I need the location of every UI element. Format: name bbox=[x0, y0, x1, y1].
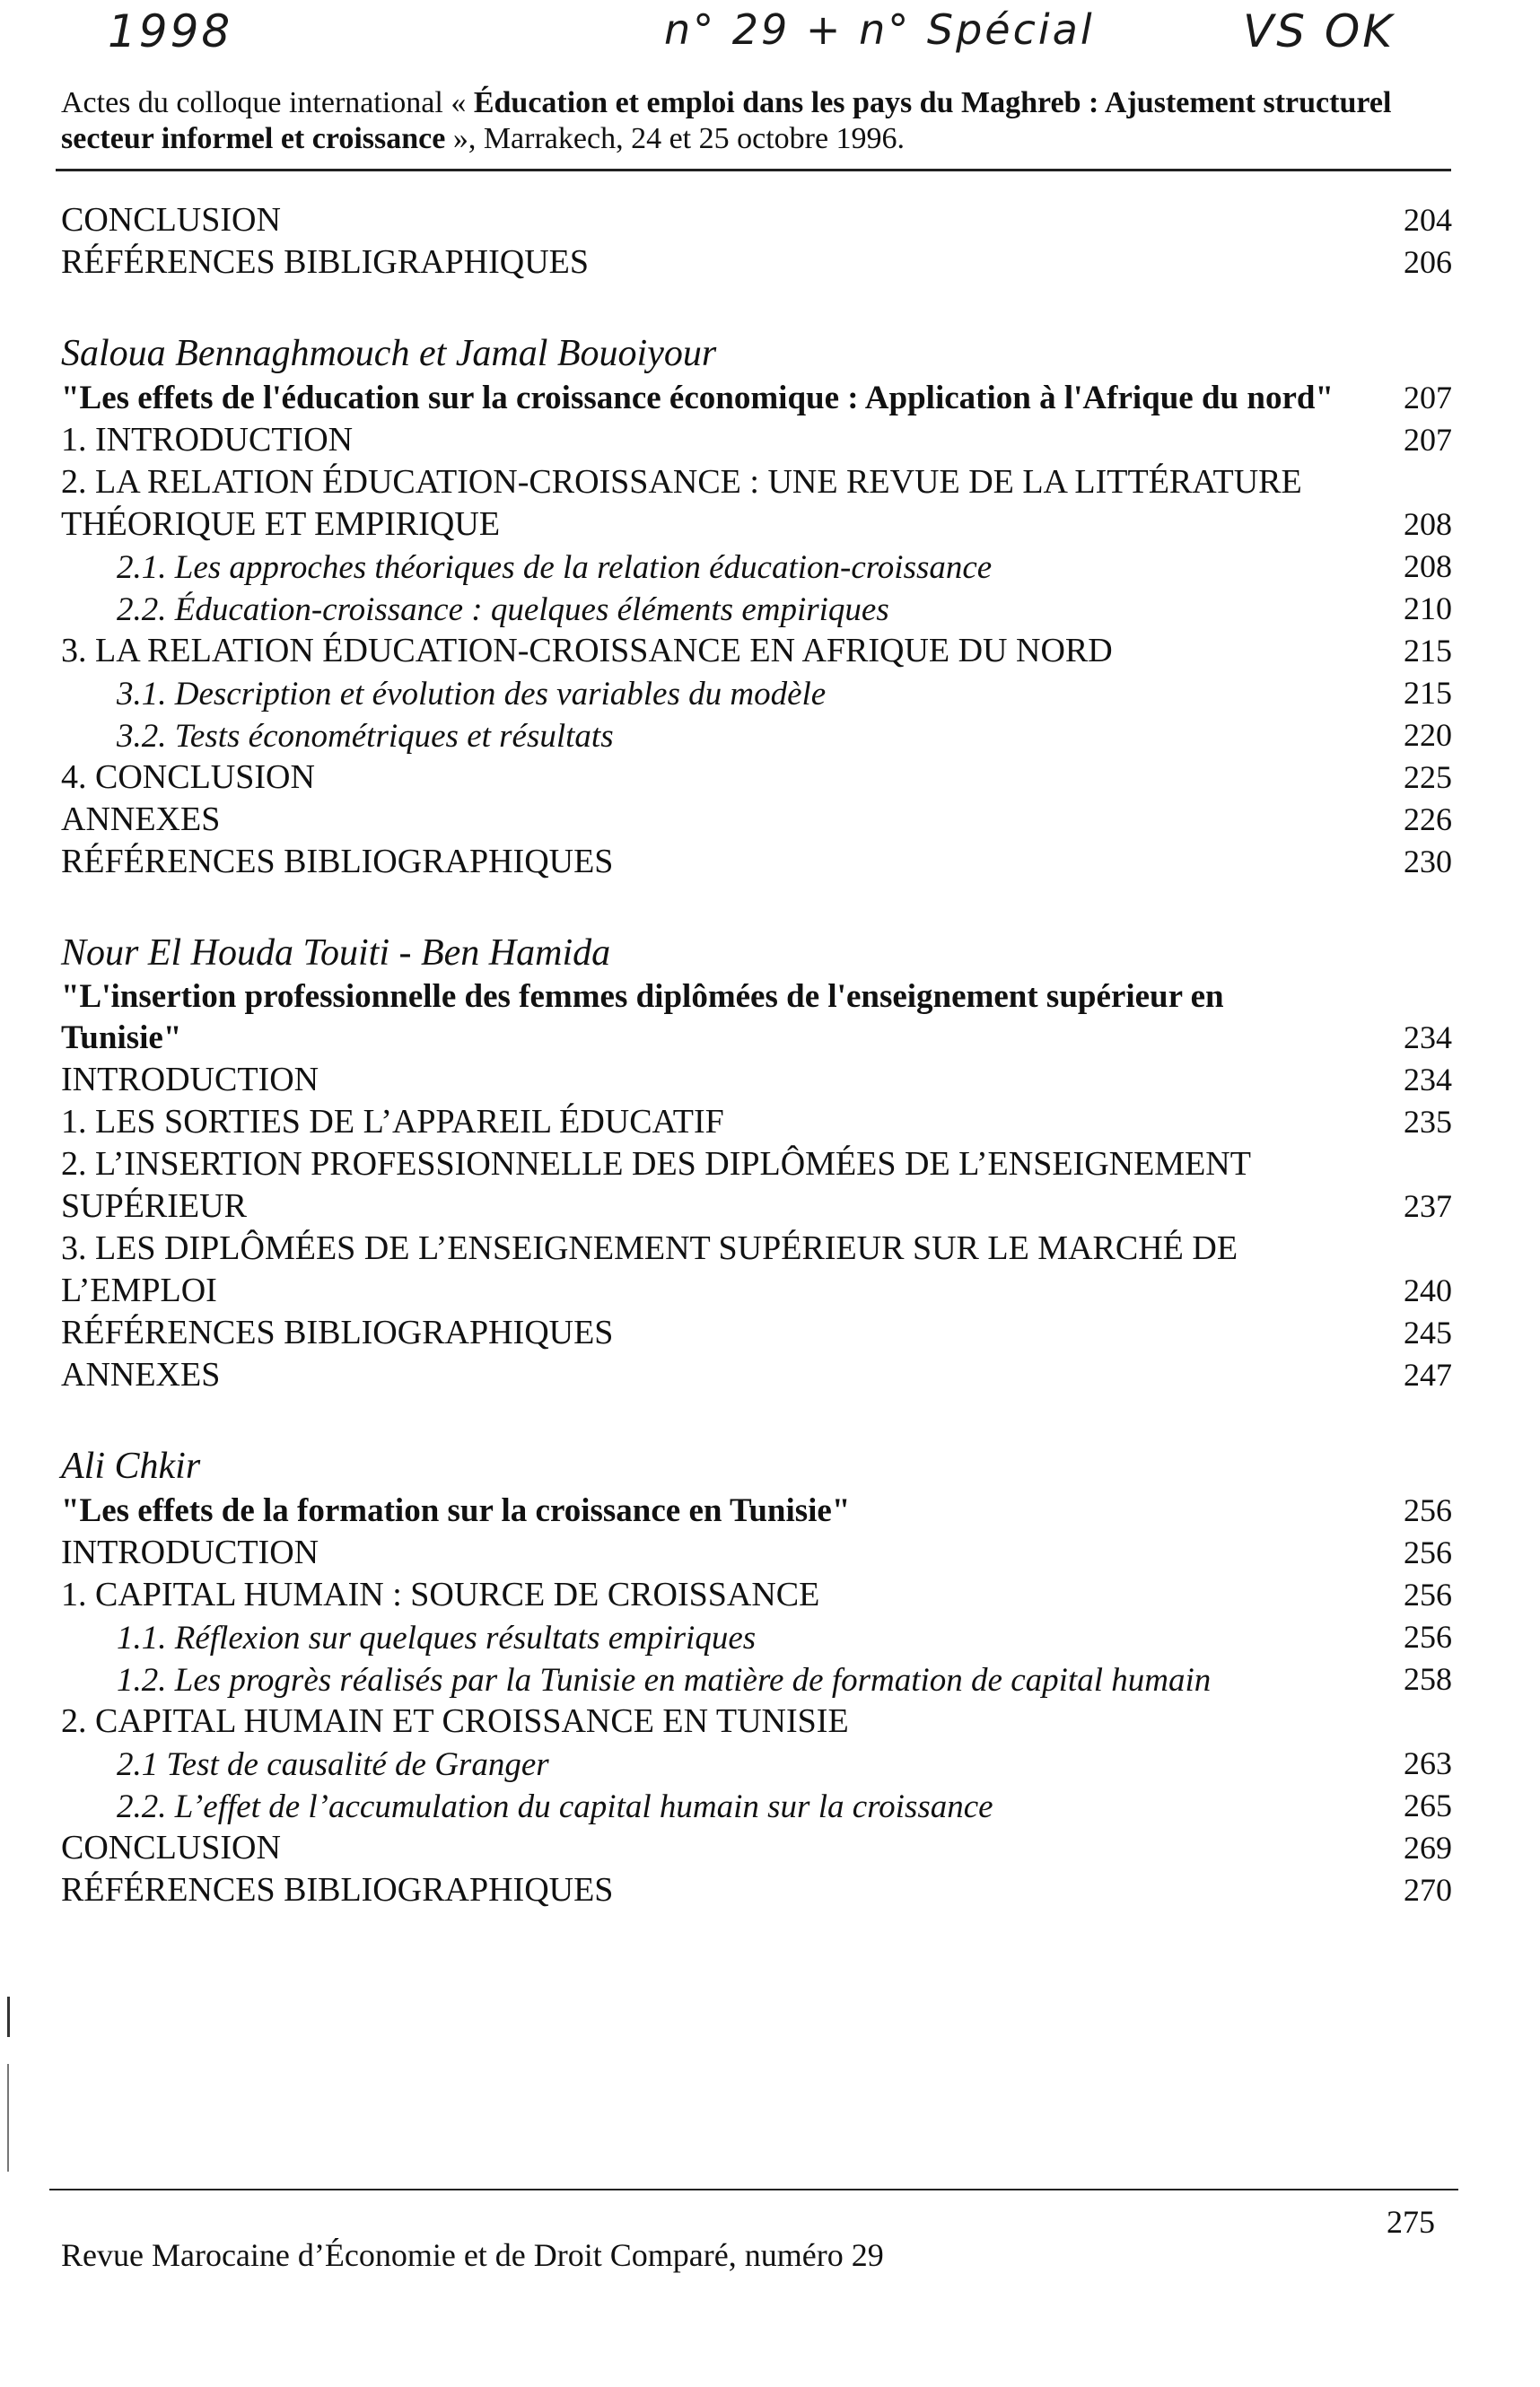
toc-entry-title: "Les effets de l'éducation sur la croissance économique : Application à l'Afrique du nord" bbox=[61, 380, 1334, 416]
toc-entry-title: INTRODUCTION bbox=[61, 1534, 319, 1571]
toc-entry-page: 226 bbox=[1404, 801, 1452, 837]
toc-entry bbox=[61, 841, 1452, 883]
toc-entry-title: INTRODUCTION bbox=[61, 1061, 319, 1098]
toc-entry-title: 3.1. Description et évolution des variables du modèle bbox=[117, 676, 827, 713]
footer-divider bbox=[49, 2189, 1458, 2190]
toc-entry-title: 1.2. Les progrès réalisés par la Tunisie en matière de formation de capital humain bbox=[117, 1662, 1212, 1699]
toc-entry-page: 265 bbox=[1404, 1788, 1452, 1823]
toc-entry-page: 245 bbox=[1404, 1315, 1452, 1351]
toc-entry-page: 237 bbox=[1404, 1188, 1452, 1224]
toc-author: Nour El Houda Touiti - Ben Hamida bbox=[61, 932, 611, 974]
toc-entry-title: 3. LA RELATION ÉDUCATION-CROISSANCE EN AFRIQUE DU NORD bbox=[61, 632, 1113, 669]
toc-entry-title: ANNEXES bbox=[61, 800, 221, 838]
toc-entry bbox=[61, 1143, 1452, 1228]
toc-entry-title: RÉFÉRENCES BIBLIOGRAPHIQUES bbox=[61, 1314, 614, 1351]
toc-entry-page: 256 bbox=[1404, 1619, 1452, 1655]
toc-entry-page: 204 bbox=[1404, 202, 1452, 238]
toc-entry-title: ANNEXES bbox=[61, 1356, 221, 1394]
table-of-contents bbox=[61, 199, 1452, 1911]
toc-entry-page: 207 bbox=[1404, 422, 1452, 458]
scan-margin-mark bbox=[7, 2064, 9, 2172]
toc-entry-title: "Les effets de la formation sur la croissance en Tunisie" bbox=[61, 1492, 851, 1529]
toc-entry-title: RÉFÉRENCES BIBLIOGRAPHIQUES bbox=[61, 843, 614, 880]
handwritten-check-note: VS OK bbox=[1243, 5, 1395, 57]
toc-entry bbox=[61, 461, 1452, 546]
toc-entry-title: 3. LES DIPLÔMÉES DE L’ENSEIGNEMENT SUPÉRIEUR SUR LE MARCHÉ DE L’EMPLOI bbox=[61, 1229, 1238, 1309]
toc-entry-page: 256 bbox=[1404, 1492, 1452, 1528]
toc-entry bbox=[61, 630, 1452, 672]
toc-entry-title: 1. INTRODUCTION bbox=[61, 421, 354, 459]
toc-entry-title: 4. CONCLUSION bbox=[61, 758, 315, 796]
toc-subsection bbox=[61, 672, 1452, 714]
toc-subsection bbox=[61, 1616, 1452, 1658]
toc-entry bbox=[61, 1827, 1452, 1869]
toc-entry-page: 256 bbox=[1404, 1534, 1452, 1570]
toc-entry bbox=[61, 1532, 1452, 1574]
toc-entry-title: CONCLUSION bbox=[61, 201, 281, 239]
toc-entry-page: 210 bbox=[1404, 590, 1452, 626]
toc-entry bbox=[61, 1059, 1452, 1101]
toc-entry-title: 1. LES SORTIES DE L’APPAREIL ÉDUCATIF bbox=[61, 1103, 724, 1141]
toc-entry-page: 235 bbox=[1404, 1104, 1452, 1140]
toc-entry-page: 240 bbox=[1404, 1272, 1452, 1308]
page-header bbox=[61, 85, 1461, 157]
toc-entry-title: 2.2. L’effet de l’accumulation du capital humain sur la croissance bbox=[117, 1788, 993, 1825]
toc-subsection bbox=[61, 714, 1452, 756]
toc-entry bbox=[61, 1312, 1452, 1354]
page-number: 275 bbox=[1387, 2204, 1435, 2240]
toc-subsection bbox=[61, 588, 1452, 630]
toc-entry-title: 2.2. Éducation-croissance : quelques éléments empiriques bbox=[117, 591, 889, 628]
toc-entry-title: 2.1. Les approches théoriques de la relation éducation-croissance bbox=[117, 549, 993, 586]
header-divider bbox=[56, 169, 1451, 171]
toc-author: Ali Chkir bbox=[61, 1446, 201, 1487]
handwritten-issue-note: n° 29 + n° Spécial bbox=[664, 5, 1095, 54]
toc-entry-title: RÉFÉRENCES BIBLIGRAPHIQUES bbox=[61, 243, 589, 281]
toc-entry-page: 220 bbox=[1404, 717, 1452, 753]
toc-entry bbox=[61, 799, 1452, 841]
toc-entry-page: 256 bbox=[1404, 1577, 1452, 1613]
toc-subsection bbox=[61, 546, 1452, 588]
toc-entry bbox=[61, 1574, 1452, 1616]
toc-subsection bbox=[61, 1658, 1452, 1701]
toc-entry bbox=[61, 756, 1452, 799]
toc-entry-page: 270 bbox=[1404, 1872, 1452, 1908]
toc-subsection bbox=[61, 1743, 1452, 1785]
toc-subsection bbox=[61, 1785, 1452, 1827]
toc-entry-title: 2. LA RELATION ÉDUCATION-CROISSANCE : UNE REVUE DE LA LITTÉRATURE THÉORIQUE ET EMPIRIQUE bbox=[61, 463, 1302, 543]
toc-entry bbox=[61, 241, 1452, 284]
header-prefix: Actes du colloque international « bbox=[61, 86, 474, 119]
toc-entry bbox=[61, 1101, 1452, 1143]
toc-entry bbox=[61, 1228, 1452, 1312]
toc-author: Saloua Bennaghmouch et Jamal Bouoiyour bbox=[61, 333, 717, 374]
header-suffix: », Marrakech, 24 et 25 octobre 1996. bbox=[445, 122, 906, 155]
toc-article-title bbox=[61, 1490, 1452, 1532]
journal-name: Revue Marocaine d’Économie et de Droit Comparé, numéro 29 bbox=[61, 2237, 884, 2273]
toc-entry-page: 215 bbox=[1404, 633, 1452, 669]
toc-entry-title: 2. CAPITAL HUMAIN ET CROISSANCE EN TUNISIE bbox=[61, 1702, 849, 1740]
toc-entry bbox=[61, 1701, 1452, 1743]
toc-entry-title: RÉFÉRENCES BIBLIOGRAPHIQUES bbox=[61, 1871, 614, 1909]
toc-entry-page: 247 bbox=[1404, 1357, 1452, 1393]
toc-entry-title: 2. L’INSERTION PROFESSIONNELLE DES DIPLÔMÉES DE L’ENSEIGNEMENT SUPÉRIEUR bbox=[61, 1145, 1251, 1225]
scan-margin-mark bbox=[7, 1997, 10, 2037]
toc-entry-title: 1. CAPITAL HUMAIN : SOURCE DE CROISSANCE bbox=[61, 1576, 820, 1613]
toc-article-title bbox=[61, 377, 1452, 419]
toc-entry-page: 208 bbox=[1404, 506, 1452, 542]
handwritten-year: 1998 bbox=[108, 5, 233, 57]
toc-entry-page: 207 bbox=[1404, 380, 1452, 415]
toc-entry-page: 263 bbox=[1404, 1745, 1452, 1781]
toc-entry-page: 269 bbox=[1404, 1830, 1452, 1866]
toc-entry-page: 258 bbox=[1404, 1661, 1452, 1697]
toc-entry-page: 230 bbox=[1404, 844, 1452, 879]
toc-entry-title: 3.2. Tests économétriques et résultats bbox=[117, 718, 614, 755]
toc-entry-page: 234 bbox=[1404, 1062, 1452, 1097]
toc-entry-title: 2.1 Test de causalité de Granger bbox=[117, 1746, 549, 1783]
toc-article-title bbox=[61, 976, 1452, 1059]
toc-entry bbox=[61, 1869, 1452, 1911]
toc-entry-page: 208 bbox=[1404, 548, 1452, 584]
toc-entry-page: 234 bbox=[1404, 1019, 1452, 1055]
toc-entry-title: CONCLUSION bbox=[61, 1829, 281, 1867]
toc-entry-page: 215 bbox=[1404, 675, 1452, 711]
toc-entry-page: 225 bbox=[1404, 759, 1452, 795]
toc-entry-title: 1.1. Réflexion sur quelques résultats empiriques bbox=[117, 1620, 757, 1657]
toc-entry bbox=[61, 199, 1452, 241]
toc-entry-title: "L'insertion professionnelle des femmes diplômées de l'enseignement supérieur en Tunisie" bbox=[61, 978, 1224, 1056]
header-colloquium-title: Éducation et emploi dans les pays du Maghreb : Ajustement structurel secteur informel et croissance bbox=[61, 86, 1392, 155]
toc-entry bbox=[61, 1354, 1452, 1396]
toc-entry-page: 206 bbox=[1404, 244, 1452, 280]
toc-entry bbox=[61, 419, 1452, 461]
